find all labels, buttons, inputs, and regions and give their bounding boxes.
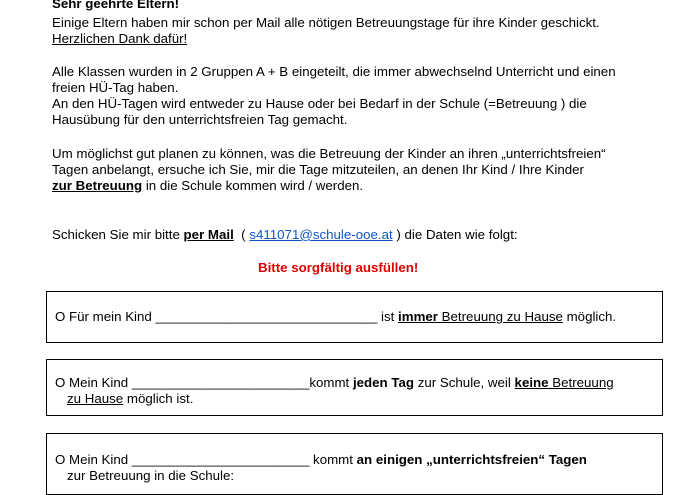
mail-paren-open: ( (233, 227, 250, 242)
jeden-tag-emphasis: jeden Tag (352, 375, 415, 390)
option-3-kommt: kommt (309, 452, 357, 467)
option-box-every-day (46, 359, 663, 416)
child-name-blank-1[interactable]: ______________________________ (155, 309, 378, 324)
zur-betreuung-emphasis: zur Betreuung (52, 178, 143, 193)
thanks-line: Herzlichen Dank dafür! (52, 31, 188, 46)
option-2-prefix: O Mein Kind (55, 375, 132, 390)
groups-line-1: Alle Klassen wurden in 2 Gruppen A + B eingeteilt, die immer abwechselnd Unterricht und einen (52, 64, 616, 79)
groups-line-3: An den HÜ-Tagen wird entweder zu Hause oder bei Bedarf in der Schule (=Betreuung ) die (52, 96, 587, 111)
email-link[interactable]: s411071@schule-ooe.at (249, 227, 393, 242)
groups-line-2: freien HÜ-Tag haben. (52, 80, 179, 95)
option-2-end: möglich ist. (123, 391, 194, 406)
option-2-mid: zur Schule, weil (414, 375, 515, 390)
option-1-text (55, 309, 616, 325)
fill-carefully-notice: Bitte sorgfältig ausfüllen! (258, 260, 419, 275)
planning-line-2: Tagen anbelangt, ersuche ich Sie, mir die Tage mitzuteilen, an denen Ihr Kind / Ihre Kinder (52, 162, 584, 177)
option-2-kommt: kommt (309, 375, 353, 390)
option-3-prefix: O Mein Kind (55, 452, 132, 467)
mail-request-suffix: ) die Daten wie folgt: (392, 227, 518, 242)
mail-request-prefix: Schicken Sie mir bitte (52, 227, 184, 242)
option-box-some-days (46, 433, 663, 495)
option-1-prefix: O Für mein Kind (55, 309, 156, 324)
groups-line-4: Hausübung für den unterrichtsfreien Tag gemacht. (52, 112, 348, 127)
option-1-mid: ist (377, 309, 399, 324)
option-2-betreuung: Betreuung (548, 375, 614, 390)
keine-emphasis: keine (514, 375, 549, 390)
option-1-end: möglich. (562, 309, 617, 324)
greeting: Sehr geehrte Eltern! (52, 0, 180, 11)
per-mail-emphasis: per Mail (183, 227, 234, 242)
immer-emphasis: immer (398, 309, 438, 324)
some-days-emphasis: an einigen „unterrichtsfreien“ Tagen (356, 452, 587, 467)
option-2-line-1 (55, 375, 614, 391)
planning-line-3-rest: in die Schule kommen wird / werden. (142, 178, 364, 193)
option-2-line-2 (67, 391, 193, 407)
child-name-blank-2[interactable]: ________________________ (131, 375, 310, 390)
betreuung-zu-hause: Betreuung zu Hause (437, 309, 563, 324)
option-3-line-2: zur Betreuung in die Schule: (67, 468, 235, 483)
mail-request (52, 227, 518, 243)
child-name-blank-3[interactable]: ________________________ (131, 452, 310, 467)
option-box-home-care (46, 291, 663, 343)
option-2-zu-hause: zu Hause (67, 391, 124, 406)
intro-line: Einige Eltern haben mir schon per Mail alle nötigen Betreuungstage für ihre Kinder geschickt. (52, 15, 600, 30)
planning-line-3 (52, 178, 363, 194)
option-3-line-1 (55, 452, 587, 468)
planning-line-1: Um möglichst gut planen zu können, was die Betreuung der Kinder an ihren „unterrichtsfreien“ (52, 146, 606, 161)
